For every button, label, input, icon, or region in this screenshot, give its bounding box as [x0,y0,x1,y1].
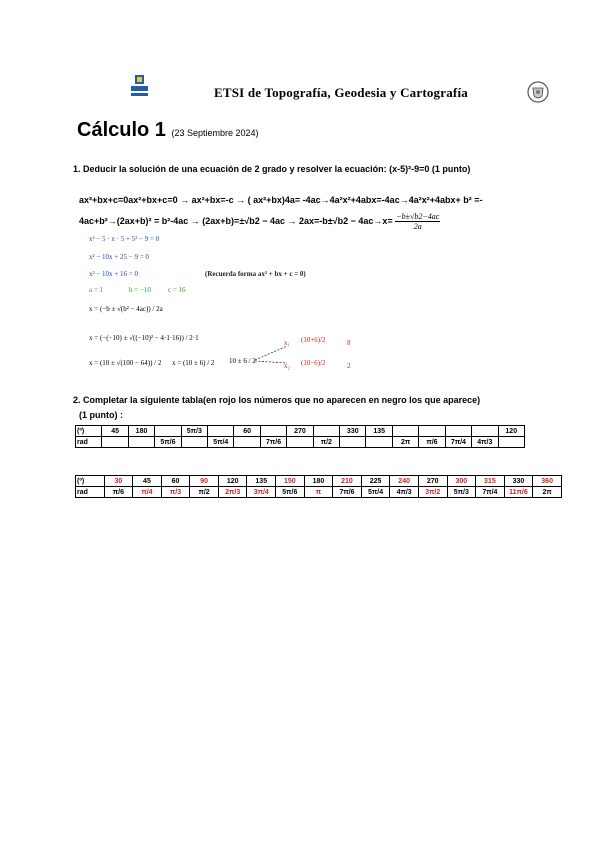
radians-cell: 3π/4 [247,487,276,498]
degrees-cell: 60 [161,476,190,487]
table-row-radians [76,487,562,498]
degrees-cell: 45 [133,476,162,487]
degrees-cell [419,426,445,437]
degrees-cell: 60 [234,426,260,437]
angle-table-blank [75,425,525,448]
degrees-cell [392,426,418,437]
radians-cell: 3π/2 [418,487,447,498]
radians-cell: 4π/3 [472,437,498,448]
question-2-points: (1 punto) : [79,410,123,420]
split-arrows [255,344,289,364]
radians-cell: 5π/6 [276,487,305,498]
handwritten-substitution: x = (−(−10) ± √((−10)² − 4·1·16)) / 2·1 [89,334,199,342]
radians-cell: 4π/3 [390,487,419,498]
title-main: Cálculo 1 [77,119,166,141]
coefficient-a: a = 1 [89,286,104,294]
degrees-cell [313,426,339,437]
degrees-cell: 5π/3 [181,426,207,437]
derivation-line-2 [79,212,440,231]
degrees-cell: 45 [102,426,128,437]
radians-cell: 5π/4 [361,487,390,498]
handwritten-quadratic: x = (−b ± √(b² − 4ac)) / 2a [89,305,163,313]
degrees-cell: 225 [361,476,390,487]
formula-numerator: −b±√b2−4ac [396,212,440,221]
angle-table-solution [75,475,562,498]
radians-cell [498,437,525,448]
radians-cell: 2π [533,487,562,498]
derivation-line-2-text: 4ac+b²→(2ax+b)² = b²-4ac → (2ax+b)=±√b2 − 4ac → 2ax=-b±√b2 − 4ac→x= [79,215,393,226]
row-label-degrees: (º) [76,426,102,437]
row-label-degrees: (º) [76,476,105,487]
radians-cell [366,437,392,448]
university-logo-icon [131,75,148,97]
degrees-cell: 210 [333,476,362,487]
radians-cell: π/4 [133,487,162,498]
degrees-cell: 90 [190,476,219,487]
degrees-cell: 240 [390,476,419,487]
radians-cell [128,437,154,448]
degrees-cell [208,426,234,437]
handwritten-simplify-2: x = (10 ± 6) / 2 [172,359,215,367]
radians-cell: π/6 [104,487,133,498]
degrees-cell: 315 [476,476,505,487]
radians-cell: π/2 [190,487,219,498]
quadratic-formula [395,212,440,231]
radians-cell: π/6 [419,437,445,448]
degrees-cell: 180 [304,476,333,487]
degrees-cell [260,426,286,437]
degrees-cell: 150 [276,476,305,487]
handwritten-split: 10 ± 6 / 2 [229,357,256,365]
root-x2-expression: (10−6)/2 [301,359,326,367]
radians-cell: 5π/4 [208,437,234,448]
row-label-radians: rad [76,437,102,448]
radians-cell: π/2 [313,437,339,448]
handwritten-step-1: x² − 5 · x · 5 + 5² − 9 = 0 [89,235,160,243]
degrees-cell: 120 [498,426,525,437]
root-x2-label: x₂ [284,362,290,370]
degrees-cell: 270 [418,476,447,487]
radians-cell: 7π/4 [445,437,471,448]
radians-cell [102,437,128,448]
page-title [77,119,259,142]
degrees-cell: 135 [366,426,392,437]
school-crest-icon [526,80,550,104]
root-x1-expression: (10+6)/2 [301,336,326,344]
handwritten-step-2: x² − 10x + 25 − 9 = 0 [89,253,149,261]
handwritten-simplify-1: x = (10 ± √(100 − 64)) / 2 [89,359,162,367]
institution-name: ETSI de Topografía, Geodesia y Cartografía [214,85,468,100]
handwritten-step-3: x² − 10x + 16 = 0 [89,270,138,278]
table-row-radians [76,437,525,448]
radians-cell: 7π/4 [476,487,505,498]
degrees-cell: 180 [128,426,154,437]
coefficient-c: c = 16 [168,286,186,294]
radians-cell: 7π/6 [333,487,362,498]
degrees-cell: 300 [447,476,476,487]
degrees-cell: 360 [533,476,562,487]
root-x2-value: 2 [347,362,351,370]
radians-cell: 2π [392,437,418,448]
radians-cell [234,437,260,448]
radians-cell: 5π/6 [155,437,181,448]
question-1: 1. Deducir la solución de una ecuación de 2 grado y resolver la ecuación: (x-5)²-9=0 (1 punto) [73,164,471,174]
title-date: (23 Septiembre 2024) [171,128,259,138]
degrees-cell: 30 [104,476,133,487]
handwritten-note: (Recuerda forma ax² + bx + c = 0) [205,270,306,278]
table-row-degrees [76,426,525,437]
radians-cell [181,437,207,448]
question-2: 2. Completar la siguiente tabla(en rojo los números que no aparecen en negro los que aparece) [73,395,481,405]
degrees-cell [155,426,181,437]
root-x1-label: x₁ [284,339,290,347]
degrees-cell: 135 [247,476,276,487]
radians-cell: π/3 [161,487,190,498]
radians-cell: 2π/3 [218,487,247,498]
radians-cell: 5π/3 [447,487,476,498]
row-label-radians: rad [76,487,105,498]
degrees-cell: 270 [287,426,313,437]
degrees-cell: 120 [218,476,247,487]
radians-cell [340,437,366,448]
table-row-degrees [76,476,562,487]
degrees-cell: 330 [340,426,366,437]
radians-cell: 11π/6 [504,487,533,498]
degrees-cell [445,426,471,437]
degrees-cell: 330 [504,476,533,487]
coefficient-b: b = −10 [129,286,151,294]
root-x1-value: 8 [347,339,351,347]
derivation-line-1: ax²+bx+c=0ax²+bx+c=0 → ax²+bx=-c → ( ax²+bx)4a= -4ac→4a²x²+4abx=-4ac→4a²x²+4abx+ b² =- [79,195,483,205]
radians-cell: 7π/6 [260,437,286,448]
degrees-cell [472,426,498,437]
radians-cell: π [304,487,333,498]
radians-cell [287,437,313,448]
formula-denominator: 2a [413,222,422,231]
